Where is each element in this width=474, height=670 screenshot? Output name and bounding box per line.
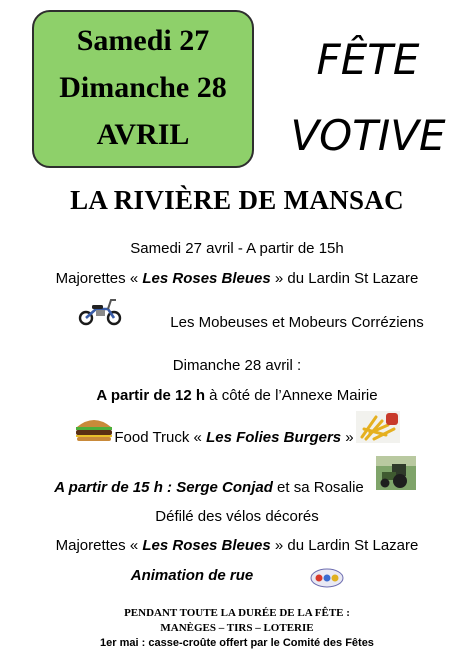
majorettes-before: Majorettes «	[55, 270, 143, 287]
animation-line	[0, 566, 429, 586]
animation-text: Animation de rue	[130, 567, 254, 584]
majorettes-after: » du Lardin St Lazare	[270, 537, 419, 554]
clown-nose-icon	[308, 566, 346, 590]
title-votive: VOTIVE	[290, 111, 446, 160]
food-truck-after: »	[341, 429, 354, 446]
majorettes-name: Les Roses Bleues	[142, 270, 271, 287]
food-truck-name: Les Folies Burgers	[206, 429, 342, 446]
majorettes-name: Les Roses Bleues	[142, 537, 271, 554]
footer-line-1: PENDANT TOUTE LA DURÉE DE LA FÊTE :	[124, 607, 350, 619]
sunday-majorettes	[0, 536, 474, 556]
sunday-noon	[0, 386, 474, 406]
sunday-heading: Dimanche 28 avril :	[172, 357, 302, 374]
tractor-icon	[376, 456, 416, 490]
afternoon-lead: A partir de 15 h : Serge Conjad	[54, 479, 273, 496]
food-truck-line	[0, 428, 471, 448]
afternoon-text: et sa Rosalie	[272, 479, 364, 496]
saturday-majorettes	[0, 269, 474, 289]
majorettes-after: » du Lardin St Lazare	[270, 270, 419, 287]
noon-text: à côté de l’Annexe Mairie	[205, 387, 378, 404]
date-line-saturday: Samedi 27	[76, 24, 210, 57]
date-line-month: AVRIL	[96, 118, 190, 151]
velos-line: Défilé des vélos décorés	[155, 508, 319, 525]
footer-line-2: MANÈGES – TIRS – LOTERIE	[160, 622, 314, 634]
footer-line-3: 1er mai : casse-croûte offert par le Comité des Fêtes	[100, 637, 374, 649]
date-line-sunday: Dimanche 28	[59, 71, 227, 104]
majorettes-before: Majorettes «	[55, 537, 143, 554]
noon-time: A partir de 12 h	[96, 387, 206, 404]
mobeurs-line: Les Mobeuses et Mobeurs Corréziens	[170, 314, 424, 331]
fries-icon	[356, 411, 400, 443]
saturday-heading: Samedi 27 avril - A partir de 15h	[130, 240, 344, 257]
food-truck-before: Food Truck «	[114, 429, 207, 446]
place-title: LA RIVIÈRE DE MANSAC	[70, 185, 404, 215]
title-fete: FÊTE	[316, 35, 420, 84]
